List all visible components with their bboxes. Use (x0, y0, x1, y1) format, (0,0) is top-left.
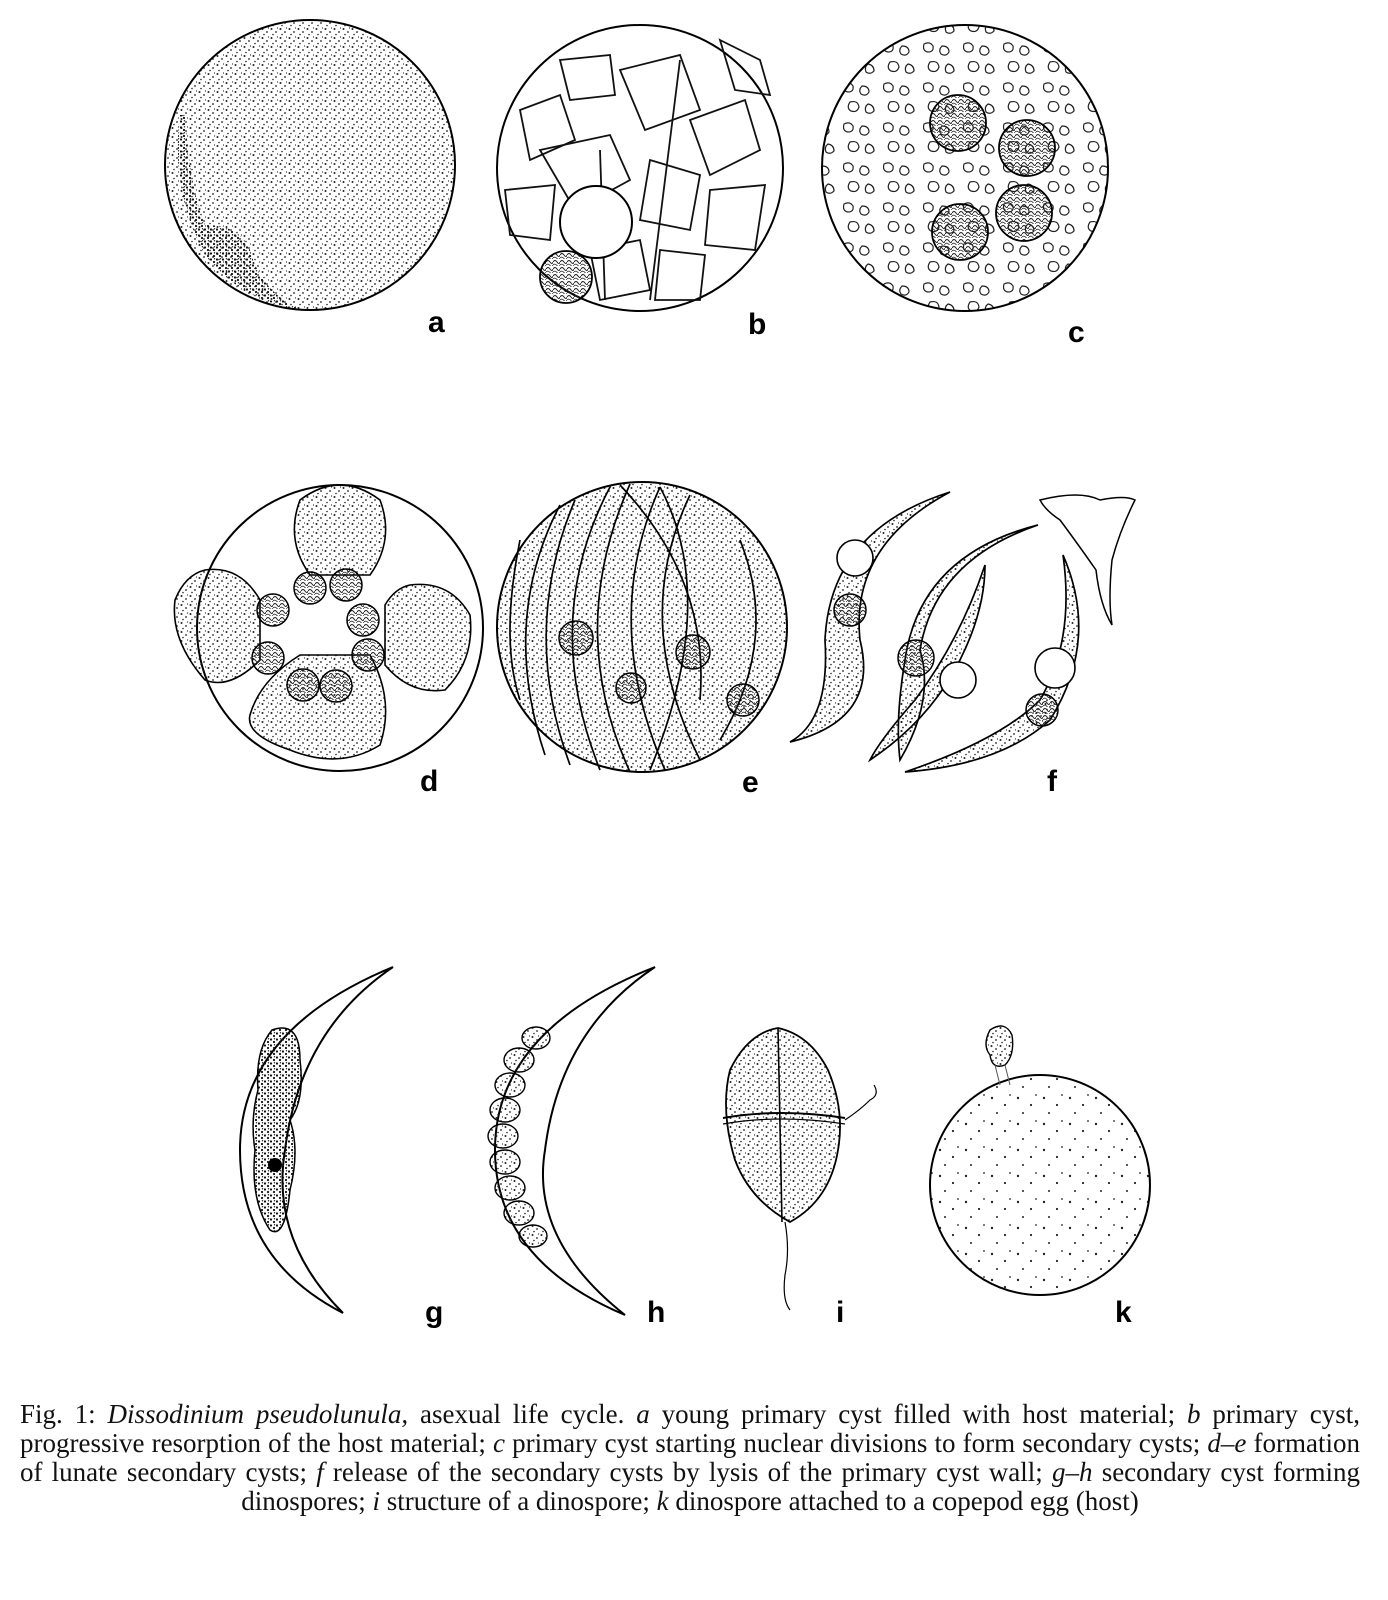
caption-ti: structure of a dinospore; (380, 1486, 657, 1516)
panel-label-d: d (420, 765, 439, 798)
caption-c: c (493, 1428, 505, 1458)
panel-e (497, 482, 787, 799)
panel-k (930, 1026, 1150, 1329)
caption-tf: release of the secondary cysts by lysis of the primary cyst wall; (323, 1457, 1052, 1487)
panel-label-e: e (742, 766, 759, 799)
caption-tc: primary cyst starting nuclear divisions to form secondary cysts; (505, 1428, 1208, 1458)
panel-i (723, 1028, 876, 1329)
caption-species: Dissodinium pseudolunula, (107, 1399, 409, 1429)
caption-tde: formation of lunate secondary cysts; (20, 1428, 1360, 1487)
caption-gh: g–h (1052, 1457, 1093, 1487)
panel-b (497, 25, 783, 341)
figure-caption (20, 1400, 1360, 1516)
caption-i: i (372, 1486, 380, 1516)
panel-label-i: i (836, 1296, 845, 1329)
panel-c (822, 25, 1108, 349)
panel-label-h: h (647, 1296, 666, 1329)
panel-label-k: k (1115, 1296, 1132, 1329)
caption-tb: primary cyst, progressive resorption of the host material; (20, 1399, 1360, 1458)
caption-f: f (316, 1457, 324, 1487)
panel-label-a: a (428, 306, 445, 339)
panel-label-b: b (748, 308, 767, 341)
panel-h (488, 967, 665, 1329)
panel-label-c: c (1068, 316, 1085, 349)
caption-ta: young primary cyst filled with host material; (649, 1399, 1188, 1429)
caption-k: k (656, 1486, 669, 1516)
panel-f (790, 492, 1135, 798)
panel-label-f: f (1047, 765, 1057, 798)
panel-a (165, 20, 455, 339)
caption-s1: asexual life cycle. (408, 1399, 637, 1429)
caption-tgh: secondary cyst forming dinospores; (241, 1457, 1361, 1516)
panel-d (174, 485, 483, 798)
caption-prefix: Fig. 1: (20, 1399, 108, 1429)
caption-b: b (1187, 1399, 1201, 1429)
panel-label-g: g (425, 1296, 444, 1329)
panel-g (240, 967, 443, 1329)
caption-de: d–e (1207, 1428, 1247, 1458)
caption-tk: dinospore attached to a copepod egg (host) (668, 1486, 1139, 1516)
caption-a: a (636, 1399, 650, 1429)
